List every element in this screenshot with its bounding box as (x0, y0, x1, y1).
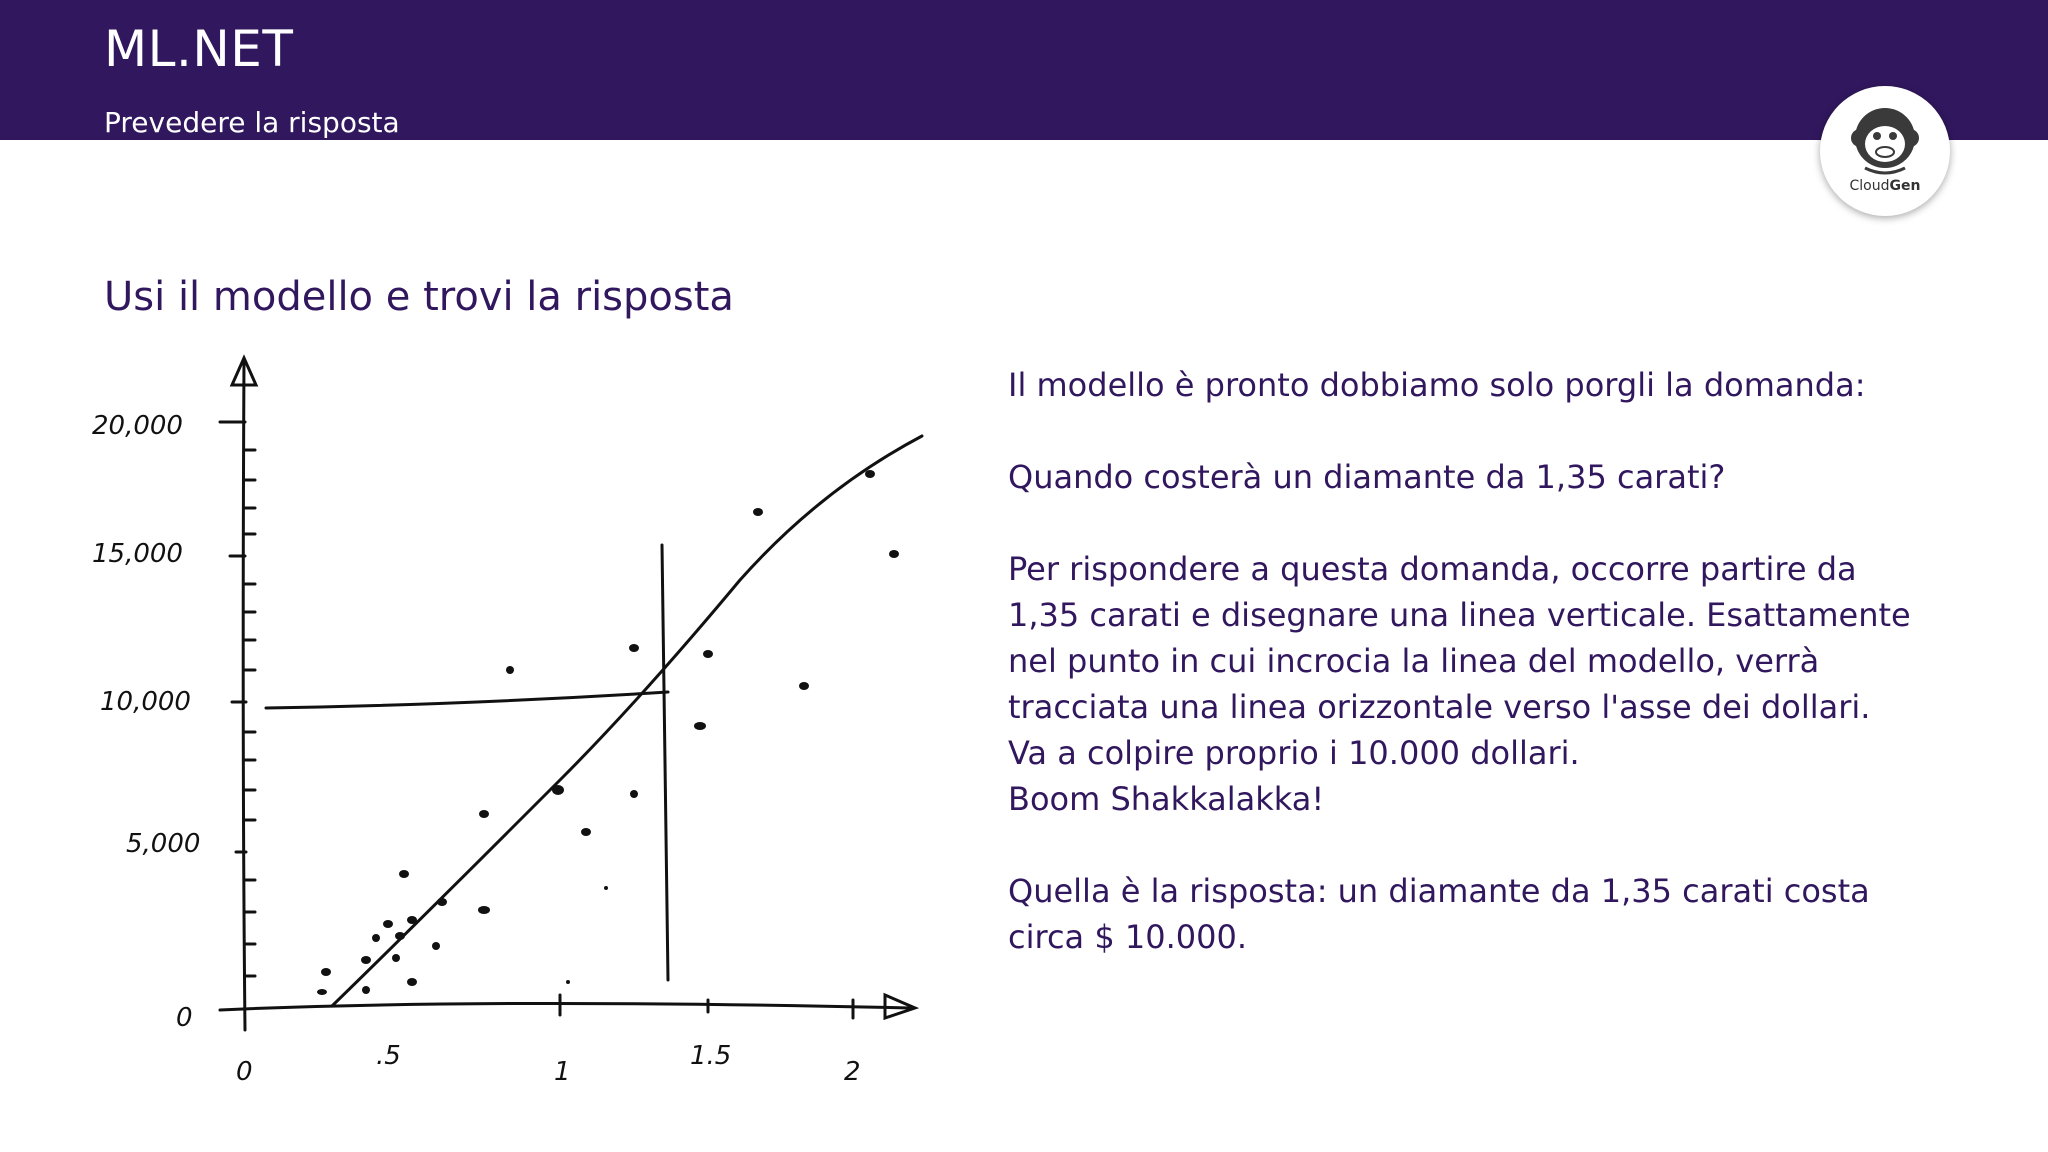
y-axis (243, 360, 245, 1030)
y-tick-label: 0 (176, 1003, 193, 1033)
y-tick-label: 5,000 (126, 829, 201, 859)
answer-line: Quella è la risposta: un diamante da 1,35 carati costa (1008, 872, 1870, 910)
section-heading: Usi il modello e trovi la risposta (104, 274, 734, 320)
hand-drawn-regression-sketch (80, 340, 960, 1120)
explanation-line: nel punto in cui incrocia la linea del modello, verrà (1008, 642, 1820, 680)
cloudgen-logo (1820, 86, 1950, 216)
horizontal-guide-line (266, 692, 668, 708)
slide-subtitle: Prevedere la risposta (104, 106, 400, 139)
explanation-line: tracciata una linea orizzontale verso l'asse dei dollari. (1008, 688, 1871, 726)
logo-text: CloudGen (1849, 178, 1921, 194)
question-line: Quando costerà un diamante da 1,35 carati? (1008, 458, 1726, 496)
x-tick-label: 2 (844, 1057, 861, 1087)
y-tick-label: 20,000 (92, 411, 183, 441)
header-bar (0, 0, 2048, 140)
regression-line (332, 436, 922, 1006)
answer-line: circa $ 10.000. (1008, 918, 1247, 956)
slide-title: ML.NET (104, 20, 294, 78)
x-tick-label: 1 (554, 1057, 571, 1087)
x-tick-label: 0 (236, 1057, 253, 1087)
explanation-line: Boom Shakkalakka! (1008, 780, 1325, 818)
explanation-line: Va a colpire proprio i 10.000 dollari. (1008, 734, 1580, 772)
explanation-line: 1,35 carati e disegnare una linea verticale. Esattamente (1008, 596, 1911, 634)
explanation-line: Per rispondere a questa domanda, occorre partire da (1008, 550, 1857, 588)
vertical-guide-line (662, 545, 668, 980)
explanation-text (1008, 362, 1928, 960)
y-tick-label: 10,000 (100, 687, 191, 717)
x-axis (220, 1003, 910, 1010)
x-tick-label: 1.5 (690, 1041, 732, 1071)
x-tick-label: .5 (376, 1041, 401, 1071)
monkey-icon (1820, 86, 1950, 216)
intro-line: Il modello è pronto dobbiamo solo porgli la domanda: (1008, 366, 1866, 404)
y-tick-label: 15,000 (92, 539, 183, 569)
